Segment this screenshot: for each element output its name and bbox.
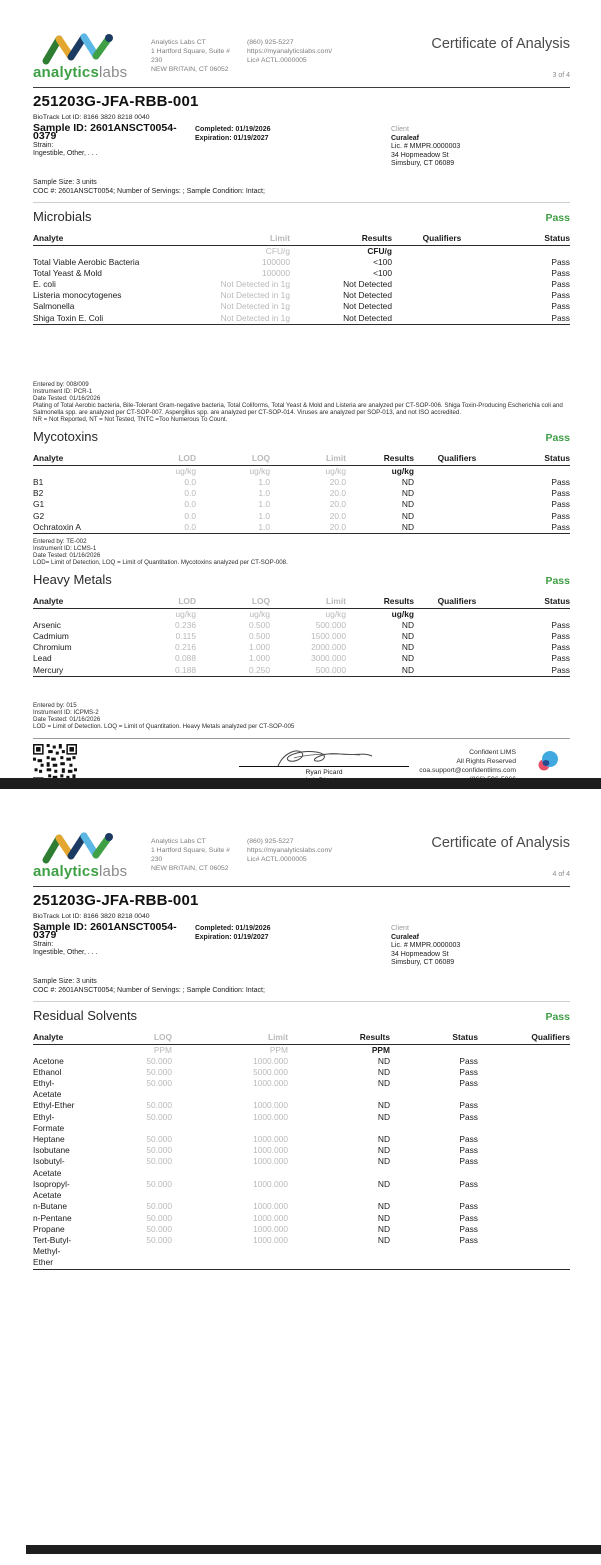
table-row: Cadmium 0.115 0.500 1500.000 ND Pass	[33, 631, 570, 642]
page-separator-bar	[0, 778, 601, 789]
completed-date: Completed: 01/19/2026	[195, 126, 271, 133]
section-status-badge: Pass	[545, 1011, 570, 1024]
confident-logo	[526, 744, 570, 778]
table-row: Lead 0.088 1.000 3000.000 ND Pass	[33, 653, 570, 664]
residual-solvents-table	[33, 1031, 570, 1269]
mycotoxins-table	[33, 452, 570, 534]
note-line: LOD = Limit of Detection. LOQ = Limit of Quantitation. Heavy Metals analyzed per CT-SOP-005	[33, 723, 295, 731]
table-row: Heptane 50.000 1000.000 ND Pass	[33, 1134, 478, 1145]
coa-page-3	[0, 0, 601, 778]
table-row: Chromium 0.216 1.000 2000.000 ND Pass	[33, 642, 570, 653]
sample-size: Sample Size: 3 units	[33, 977, 97, 985]
heavy-metals-rows	[33, 620, 570, 677]
bottom-page-separator-bar	[26, 1545, 601, 1554]
client-label: Client	[391, 925, 409, 932]
expiration-date: Expiration: 01/19/2027	[195, 134, 269, 142]
lab-license: Lic# ACTL.0000005	[247, 57, 307, 64]
note-line: Plating of Total Aerobic bacteria, Bile-Tolerant Gram-negative bacteria, Total Coliforms, Total Yeast & Mold and Listeria are analyzed per CT-SOP-006. Shiga Toxin-Producing Escherichia coli and Salmonella spp. are analyzed per CT-SOP-007. Aspergillus spp. are analyzed per CT-SOP-014. Viruses are analyzed per SOP-013, and not ISO accredited.	[33, 402, 563, 417]
section-title: Residual Solvents	[33, 1008, 138, 1024]
table-header-row: Analyte LOD LOQ Limit Results Qualifiers Status	[33, 452, 570, 466]
client-address1: 34 Hopmeadow St	[391, 950, 449, 958]
coc-line: COC #: 2601ANSCT0054; Number of Servings: ; Sample Condition: Intact;	[33, 986, 265, 994]
note-line: Entered by: TE-002	[33, 537, 87, 545]
lab-website: https://myanalyticslabs.com/	[247, 48, 332, 55]
heavy-metals-table	[33, 595, 570, 677]
client-address2: Simsbury, CT 06089	[391, 160, 455, 168]
note-line: Date Tested: 01/16/2026	[33, 716, 101, 724]
confident-logo-icon	[535, 750, 561, 774]
biotrack-lot: BioTrack Lot ID: 8166 3820 8218 0040	[33, 913, 150, 920]
sample-info	[33, 913, 570, 968]
section-mycotoxins-header	[33, 429, 570, 444]
page-header	[33, 0, 570, 88]
sample-size-coc	[33, 179, 570, 203]
table-row: Isobutane 50.000 1000.000 ND Pass	[33, 1145, 478, 1156]
sample-dates	[195, 114, 333, 169]
table-row: Mercury 0.188 0.250 500.000 ND Pass	[33, 664, 570, 675]
client-label: Client	[391, 126, 409, 133]
table-row: Tert-Butyl-Methyl-Ether 50.000 1000.000 ND Pass	[33, 1234, 478, 1268]
table-row: G2 0.0 1.0 20.0 ND Pass	[33, 510, 570, 521]
signer-name: Ryan Picard	[305, 769, 343, 777]
section-status-badge: Pass	[545, 432, 570, 445]
table-row: Ethyl-Ether 50.000 1000.000 ND Pass	[33, 1100, 478, 1111]
page-number: 4 of 4	[552, 871, 570, 878]
table-row: Ethyl-Acetate 50.000 1000.000 ND Pass	[33, 1078, 478, 1100]
table-row: Propane 50.000 1000.000 ND Pass	[33, 1223, 478, 1234]
signer-title	[239, 777, 409, 778]
client-address1: 34 Hopmeadow St	[391, 151, 449, 159]
note-line: Entered by: 008/009	[33, 380, 89, 388]
logo-wordmark: analyticslabs	[33, 64, 128, 81]
lab-contact	[247, 38, 357, 65]
section-heavy-metals-header	[33, 572, 570, 587]
table-units-row: ug/kg ug/kg ug/kg ug/kg	[175, 466, 414, 477]
sample-size-coc	[33, 978, 570, 1002]
document-title: Certificate of Analysis	[431, 36, 570, 52]
client-license: Lic. # MMPR.0000003	[391, 143, 461, 151]
table-row: B1 0.0 1.0 20.0 ND Pass	[33, 476, 570, 487]
analyticslabs-logo	[33, 30, 145, 81]
table-row: n-Butane 50.000 1000.000 ND Pass	[33, 1201, 478, 1212]
table-row: B2 0.0 1.0 20.0 ND Pass	[33, 488, 570, 499]
coa-page-4	[0, 789, 601, 1554]
analyticslabs-logo	[33, 829, 145, 880]
page-number: 3 of 4	[552, 72, 570, 79]
table-header-row: Analyte Limit Results Qualifiers Status	[33, 232, 570, 246]
heavy-metals-notes	[33, 702, 570, 730]
client-info	[391, 913, 460, 968]
header-right	[431, 36, 570, 79]
note-line: Instrument ID: PCR-1	[33, 387, 93, 395]
lab-address: Analytics Labs CT 1 Hartford Square, Suite # 230 NEW BRITAIN, CT 06052	[151, 838, 230, 872]
client-address2: Simsbury, CT 06089	[391, 959, 455, 967]
mycotoxins-rows	[33, 477, 570, 534]
sample-info-left	[33, 114, 195, 169]
logo-wordmark: analyticslabs	[33, 863, 128, 880]
signature-block	[239, 744, 409, 778]
table-row: Isopropyl-Acetate 50.000 1000.000 ND Pass	[33, 1178, 478, 1201]
table-row: Salmonella Not Detected in 1g Not Detected Pass	[33, 301, 570, 312]
microbials-table	[33, 232, 570, 325]
microbials-rows	[33, 257, 570, 325]
sample-id: Sample ID: 2601ANSCT0054-0379	[33, 121, 177, 143]
table-row: Isobutyl-Acetate 50.000 1000.000 ND Pass	[33, 1156, 478, 1178]
microbials-notes	[33, 381, 570, 424]
header-right	[431, 835, 570, 878]
lab-license: Lic# ACTL.0000005	[247, 856, 307, 863]
mountain-logo-icon	[39, 30, 125, 66]
batch-title: 251203G-JFA-RBB-001	[33, 93, 199, 110]
client-name: Curaleaf	[391, 134, 420, 142]
batch-title: 251203G-JFA-RBB-001	[33, 892, 199, 909]
biotrack-lot: BioTrack Lot ID: 8166 3820 8218 0040	[33, 114, 150, 121]
sample-dates	[195, 913, 333, 968]
residual-solvents-rows	[33, 1056, 570, 1270]
qr-code-icon	[33, 744, 77, 778]
mountain-logo-icon	[39, 829, 125, 865]
table-row: Ochratoxin A 0.0 1.0 20.0 ND Pass	[33, 521, 570, 532]
table-header-row: Analyte LOD LOQ Limit Results Qualifiers Status	[33, 595, 570, 609]
section-title: Heavy Metals	[33, 572, 112, 588]
completed-date: Completed: 01/19/2026	[195, 925, 271, 932]
table-row: Ethanol 50.000 5000.000 ND Pass	[33, 1066, 478, 1077]
strain-label: Strain:	[33, 940, 54, 948]
table-units-row: PPM PPM PPM	[153, 1045, 390, 1056]
table-row: Ethyl-Formate 50.000 1000.000 ND Pass	[33, 1111, 478, 1133]
signature-line	[239, 766, 409, 767]
note-line: Instrument ID: LCMS-1	[33, 545, 97, 553]
lab-contact	[247, 837, 357, 864]
section-residual-solvents-header	[33, 1008, 570, 1023]
note-line: NR = Not Reported, NT = Not Tested, TNTC =Too Numerous To Count.	[33, 416, 228, 424]
page-footer	[33, 738, 570, 778]
lab-address: Analytics Labs CT 1 Hartford Square, Suite # 230 NEW BRITAIN, CT 06052	[151, 39, 230, 73]
table-row: Arsenic 0.236 0.500 500.000 ND Pass	[33, 619, 570, 630]
table-row: Listeria monocytogenes Not Detected in 1g Not Detected Pass	[33, 290, 570, 301]
note-line: Instrument ID: ICPMS-2	[33, 708, 99, 716]
table-row: G1 0.0 1.0 20.0 ND Pass	[33, 499, 570, 510]
table-row: Total Viable Aerobic Bacteria 100000 <100 Pass	[33, 256, 570, 267]
section-status-badge: Pass	[545, 212, 570, 225]
table-row: Total Yeast & Mold 100000 <100 Pass	[33, 267, 570, 278]
sample-info	[33, 114, 570, 169]
lab-website: https://myanalyticslabs.com/	[247, 847, 332, 854]
lab-phone: (860) 925-5227	[247, 39, 294, 46]
sample-id: Sample ID: 2601ANSCT0054-0379	[33, 920, 177, 942]
note-line: Entered by: 015	[33, 701, 77, 709]
page-header	[33, 789, 570, 887]
section-status-badge: Pass	[545, 575, 570, 588]
signature-icon	[264, 744, 384, 772]
strain-label: Strain:	[33, 141, 54, 149]
table-row: Acetone 50.000 1000.000 ND Pass	[33, 1055, 478, 1066]
expiration-date: Expiration: 01/19/2027	[195, 933, 269, 941]
client-info	[391, 114, 460, 169]
section-title: Microbials	[33, 209, 92, 225]
section-microbials-header	[33, 209, 570, 224]
section-title: Mycotoxins	[33, 429, 99, 445]
note-line: LOD= Limit of Detection, LOQ = Limit of Quantitation. Mycotoxins analyzed per CT-SOP-008.	[33, 559, 288, 567]
table-units-row: CFU/g CFU/g	[265, 246, 392, 257]
table-row: Shiga Toxin E. Coli Not Detected in 1g Not Detected Pass	[33, 312, 570, 323]
client-license: Lic. # MMPR.0000003	[391, 942, 461, 950]
mycotoxins-notes	[33, 538, 570, 566]
coc-line: COC #: 2601ANSCT0054; Number of Servings: ; Sample Condition: Intact;	[33, 187, 265, 195]
lims-info: Confident LIMS All Rights Reserved coa.support@confidentlims.com	[419, 749, 516, 775]
document-title: Certificate of Analysis	[431, 835, 570, 851]
note-line: Date Tested: 01/16/2026	[33, 395, 101, 403]
note-line: Date Tested: 01/16/2026	[33, 552, 101, 560]
strain-value: Ingestible, Other, . . .	[33, 949, 98, 957]
table-units-row: ug/kg ug/kg ug/kg ug/kg	[175, 609, 414, 620]
sample-size: Sample Size: 3 units	[33, 178, 97, 186]
table-row: n-Pentane 50.000 1000.000 ND Pass	[33, 1212, 478, 1223]
table-header-row: Analyte LOQ Limit Results Status Qualifiers	[33, 1031, 570, 1045]
lab-phone: (860) 925-5227	[247, 838, 294, 845]
client-name: Curaleaf	[391, 933, 420, 941]
strain-value: Ingestible, Other, . . .	[33, 150, 98, 158]
sample-info-left	[33, 913, 195, 968]
table-row: E. coli Not Detected in 1g Not Detected Pass	[33, 279, 570, 290]
